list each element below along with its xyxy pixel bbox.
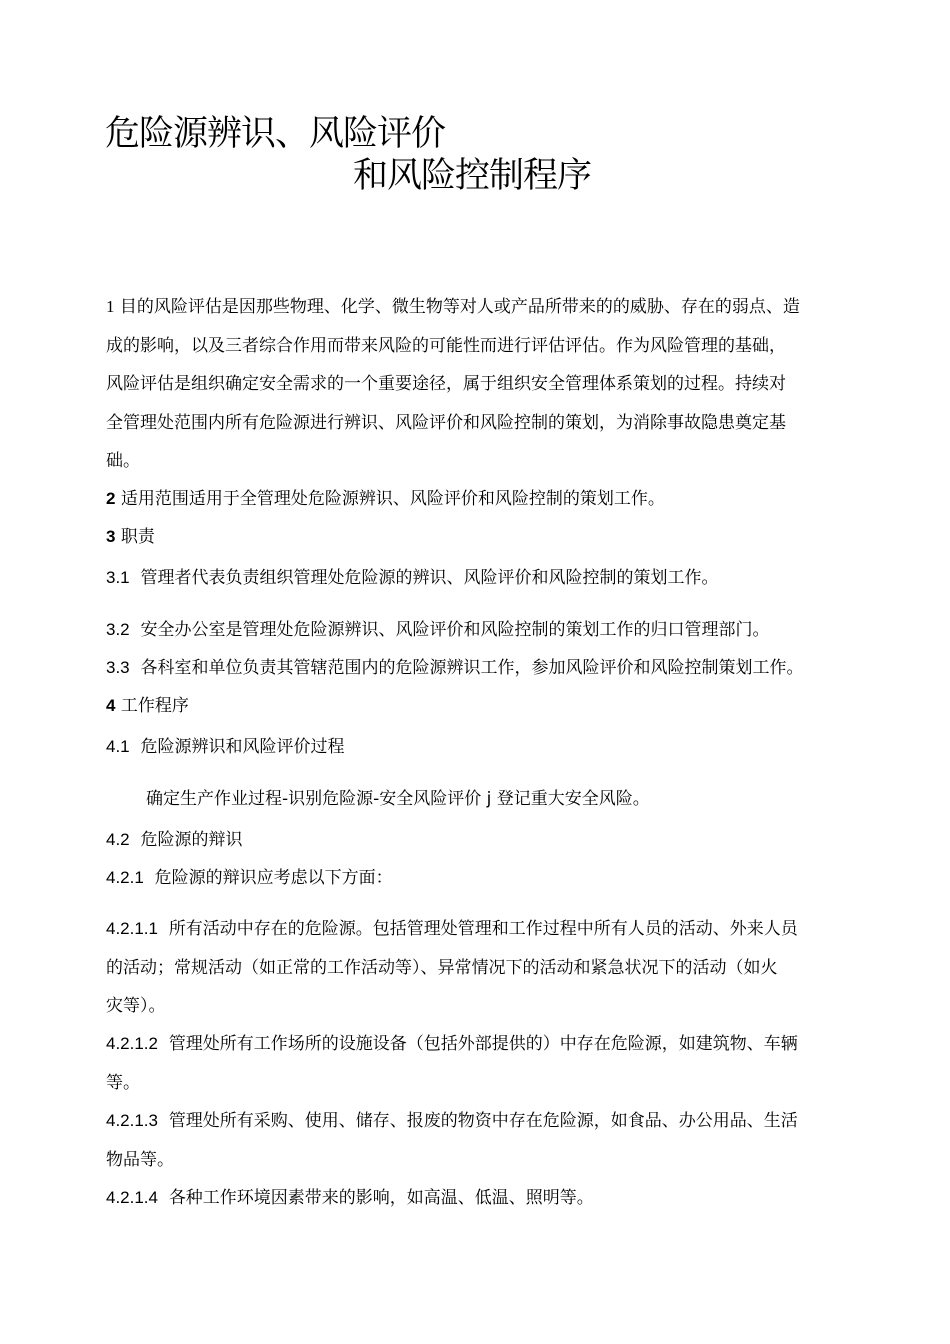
item-4-2-1-3-line-2: 物品等。 [106, 1149, 174, 1170]
item-4-2-1-1-line-2: 的活动；常规活动（如正常的工作活动等）、异常情况下的活动和紧急状况下的活动（如火 [106, 957, 778, 978]
section-4-text: 工作程序 [120, 696, 189, 716]
section-2-heading [106, 480, 665, 519]
section-2-number: 2 [106, 489, 116, 508]
item-4-2-1 [106, 859, 393, 898]
section-4-heading [106, 687, 189, 726]
item-4-2-1-3 [106, 1102, 851, 1179]
item-4-1-text: 危险源辨识和风险评价过程 [140, 737, 345, 757]
item-4-2-1-2-line-1: 管理处所有工作场所的设施设备（包括外部提供的）中存在危险源，如建筑物、车辆 [168, 1034, 798, 1054]
item-3-1 [106, 559, 718, 598]
item-4-2-1-1 [106, 910, 851, 1026]
section-1-line-5: 础。 [106, 451, 140, 471]
item-3-1-text: 管理者代表负责组织管理处危险源的辨识、风险评价和风险控制的策划工作。 [140, 568, 719, 588]
process-flow: 确定生产作业过程-识别危险源-安全风险评价 j 登记重大安全风险。 [146, 789, 650, 809]
section-1-line-2: 成的影响，以及三者综合作用而带来风险的可能性而进行评估评估。作为风险管理的基础， [106, 335, 786, 356]
section-1-line-4: 全管理处范围内所有危险源进行辨识、风险评价和风险控制的策划，为消除事故隐患奠定基 [106, 412, 786, 433]
item-3-1-number: 3.1 [106, 568, 130, 587]
item-4-2-1-1-line-1: 所有活动中存在的危险源。包括管理处管理和工作过程中所有人员的活动、外来人员 [168, 919, 798, 939]
item-4-2-1-text: 危险源的辩识应考虑以下方面： [154, 868, 393, 888]
item-4-2-text: 危险源的辩识 [140, 830, 243, 850]
item-4-1-number: 4.1 [106, 737, 130, 756]
section-1-line-3: 风险评估是组织确定安全需求的一个重要途径，属于组织安全管理体系策划的过程。持续对 [106, 374, 786, 394]
item-4-2-1-4-number: 4.2.1.4 [106, 1188, 158, 1207]
section-3-number: 3 [106, 527, 116, 546]
item-3-3-text: 各科室和单位负责其管辖范围内的危险源辨识工作，参加风险评价和风险控制策划工作。 [140, 658, 804, 678]
item-4-2-1-2 [106, 1025, 851, 1102]
item-4-2-1-4-text: 各种工作环境因素带来的影响，如高温、低温、照明等。 [168, 1188, 594, 1208]
section-3-text: 职责 [120, 527, 155, 547]
section-2-text: 适用范围适用于全管理处危险源辨识、风险评价和风险控制的策划工作。 [120, 489, 665, 509]
section-3-heading [106, 518, 155, 557]
item-3-2-text: 安全办公室是管理处危险源辨识、风险评价和风险控制的策划工作的归口管理部门。 [140, 620, 770, 640]
item-4-2-1-1-number: 4.2.1.1 [106, 919, 158, 938]
item-3-3 [106, 649, 803, 688]
document-title-line-2: 和风险控制程序 [353, 156, 592, 196]
item-4-2-1-4 [106, 1179, 594, 1218]
section-1-number: 1 [106, 297, 115, 316]
section-1-line-1: 目的风险评估是因那些物理、化学、微生物等对人或产品所带来的的威胁、存在的弱点、造 [119, 297, 800, 317]
item-4-2-1-1-line-3: 灾等）。 [106, 996, 166, 1016]
document-title-line-1: 危险源辨识、风险评价 [105, 114, 446, 154]
item-3-3-number: 3.3 [106, 658, 130, 677]
item-4-2-1-3-number: 4.2.1.3 [106, 1111, 158, 1130]
item-4-2 [106, 821, 242, 860]
item-4-1 [106, 728, 344, 767]
section-4-number: 4 [106, 696, 116, 715]
item-4-2-1-2-number: 4.2.1.2 [106, 1034, 158, 1053]
item-4-2-1-number: 4.2.1 [106, 868, 144, 887]
section-1-paragraph [106, 288, 851, 481]
item-3-2-number: 3.2 [106, 620, 130, 639]
item-4-2-number: 4.2 [106, 830, 130, 849]
item-3-2 [106, 611, 769, 650]
item-4-2-1-2-line-2: 等。 [106, 1072, 140, 1093]
item-4-2-1-3-line-1: 管理处所有采购、使用、储存、报废的物资中存在危险源，如食品、办公用品、生活 [168, 1111, 798, 1131]
